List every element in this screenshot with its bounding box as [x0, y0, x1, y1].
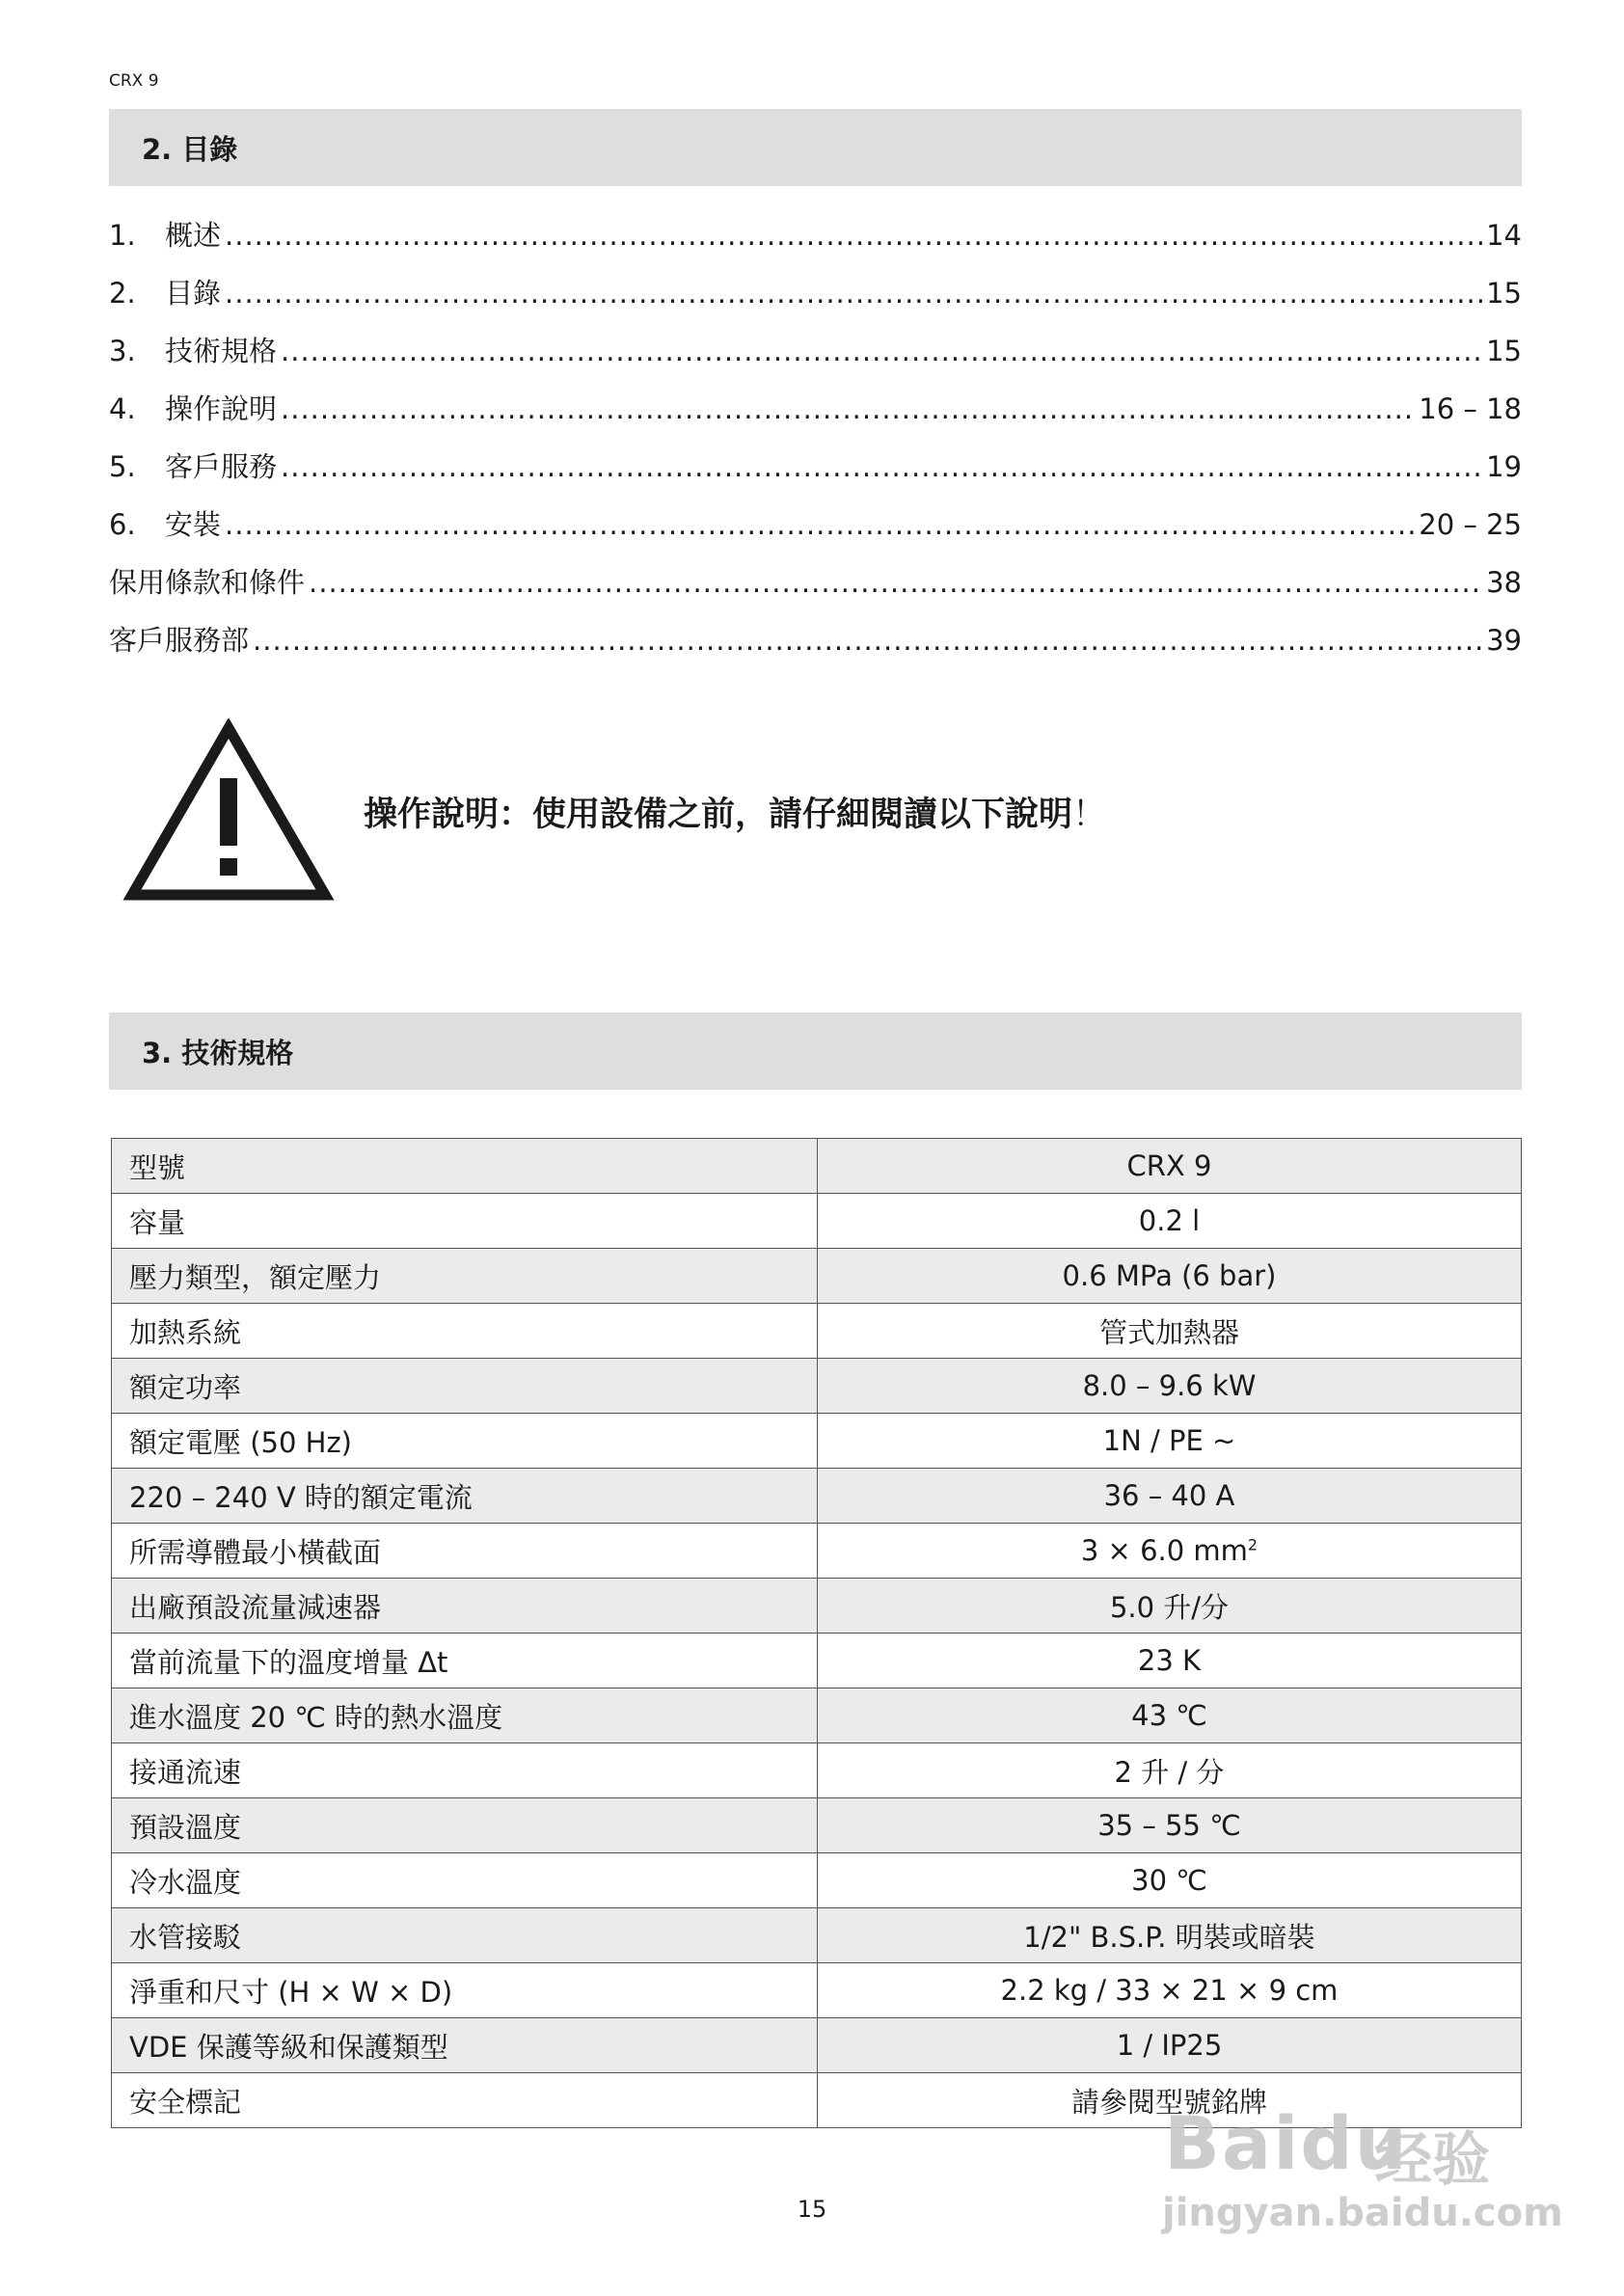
warning-triangle-icon: [122, 718, 335, 902]
spec-row: [112, 1853, 1522, 1908]
spec-value-text: 1/2" B.S.P. 明裝或暗裝: [1023, 1920, 1315, 1954]
toc-page: 14: [1486, 219, 1522, 252]
toc-entry[interactable]: [109, 330, 1522, 388]
spec-label: 出廠預設流量減速器: [112, 1579, 818, 1634]
spec-value: [818, 1579, 1522, 1634]
spec-label: 所需導體最小橫截面: [112, 1524, 818, 1579]
warning-exclamation: ！: [1072, 796, 1107, 834]
spec-label: 安全標記: [112, 2073, 818, 2128]
toc-title: 概述: [165, 219, 222, 252]
specs-title: 3. 技術規格: [142, 1036, 294, 1069]
spec-label: 加熱系統: [112, 1304, 818, 1359]
spec-label: 進水溫度 20 ℃ 時的熱水溫度: [112, 1688, 818, 1743]
spec-row: [112, 1359, 1522, 1414]
spec-value: [818, 1359, 1522, 1414]
toc-title: 客戶服務: [165, 450, 278, 483]
spec-label: 型號: [112, 1139, 818, 1194]
spec-value-text: 23 K: [1137, 1644, 1202, 1677]
spec-value-text: 0.6 MPa (6 bar): [1062, 1259, 1277, 1292]
warning-message: 操作說明：使用設備之前，請仔細閱讀以下說明: [364, 796, 1073, 834]
spec-value: [818, 1139, 1522, 1194]
spec-value: [818, 1414, 1522, 1469]
spec-row: [112, 1579, 1522, 1634]
spec-row: [112, 1249, 1522, 1304]
toc-title: 安裝: [165, 508, 222, 541]
spec-value-text: 36 – 40 A: [1103, 1479, 1235, 1512]
toc-number: 2.: [109, 277, 136, 310]
spec-label: VDE 保護等級和保護類型: [112, 2018, 818, 2073]
toc-page: 15: [1486, 335, 1522, 367]
toc-number: 3.: [109, 335, 136, 367]
toc-title: 客戶服務部: [109, 624, 250, 657]
spec-row: [112, 1634, 1522, 1688]
baidu-watermark: [1152, 2064, 1563, 2256]
spec-row: [112, 1194, 1522, 1249]
spec-label: 額定電壓 (50 Hz): [112, 1414, 818, 1469]
spec-row: [112, 1139, 1522, 1194]
spec-value-text: 0.2 l: [1138, 1204, 1201, 1237]
spec-value-text: 5.0 升/分: [1109, 1590, 1230, 1624]
spec-label: 預設溫度: [112, 1798, 818, 1853]
toc-entry[interactable]: [109, 446, 1522, 503]
spec-row: [112, 1469, 1522, 1524]
spec-value: [818, 1194, 1522, 1249]
spec-value-text: 2.2 kg / 33 × 21 × 9 cm: [1000, 1974, 1339, 2007]
spec-value-text: 2 升 / 分: [1114, 1755, 1225, 1789]
spec-value-text: 35 – 55 ℃: [1097, 1809, 1241, 1842]
toc-number: 5.: [109, 450, 136, 483]
toc-entry[interactable]: [109, 503, 1522, 561]
toc-entry[interactable]: [109, 619, 1522, 677]
spec-label: 水管接駁: [112, 1908, 818, 1963]
spec-row: [112, 1304, 1522, 1359]
spec-label: 接通流速: [112, 1743, 818, 1798]
toc-leader-dots: [225, 508, 1415, 541]
spec-row: [112, 1963, 1522, 2018]
spec-value: [818, 1249, 1522, 1304]
warning-text: [364, 788, 1106, 836]
spec-value-text: 管式加熱器: [1098, 1315, 1239, 1349]
toc-page: 19: [1486, 450, 1522, 483]
spec-label: 淨重和尺寸 (H × W × D): [112, 1963, 818, 2018]
spec-label: 220 – 240 V 時的額定電流: [112, 1469, 818, 1524]
spec-label: 容量: [112, 1194, 818, 1249]
contents-section-header: [109, 109, 1522, 186]
spec-value: [818, 1688, 1522, 1743]
spec-row: [112, 1524, 1522, 1579]
spec-value: [818, 1469, 1522, 1524]
toc-entry[interactable]: [109, 214, 1522, 272]
spec-value: [818, 1798, 1522, 1853]
spec-value: [818, 1743, 1522, 1798]
spec-value: [818, 1908, 1522, 1963]
table-of-contents: [109, 214, 1522, 677]
toc-title: 保用條款和條件: [109, 566, 306, 599]
toc-leader-dots: [281, 450, 1482, 483]
spec-label: 冷水溫度: [112, 1853, 818, 1908]
spec-table: [111, 1138, 1522, 2128]
spec-value-text: 請參閱型號銘牌: [1070, 2085, 1267, 2119]
toc-number: 1.: [109, 219, 136, 252]
toc-title: 目錄: [165, 277, 222, 310]
spec-value-text: 8.0 – 9.6 kW: [1082, 1369, 1257, 1402]
spec-row: [112, 1798, 1522, 1853]
spec-value: [818, 1963, 1522, 2018]
spec-value-text: 1N / PE ~: [1102, 1424, 1236, 1457]
toc-leader-dots: [253, 624, 1482, 657]
toc-number: 6.: [109, 508, 136, 541]
model-tag: CRX 9: [109, 71, 159, 91]
toc-leader-dots: [225, 219, 1482, 252]
spec-value: [818, 1634, 1522, 1688]
watermark-brand: Baidu: [1164, 2100, 1409, 2186]
toc-page: 38: [1486, 566, 1522, 599]
spec-value: [818, 1304, 1522, 1359]
spec-label: 當前流量下的溫度增量 Δt: [112, 1634, 818, 1688]
toc-entry[interactable]: [109, 388, 1522, 446]
spec-label: 額定功率: [112, 1359, 818, 1414]
spec-row: [112, 1414, 1522, 1469]
toc-leader-dots: [281, 335, 1482, 367]
spec-value-superscript: 2: [1247, 1535, 1259, 1554]
spec-value-text: 43 ℃: [1131, 1699, 1207, 1732]
spec-value-text: CRX 9: [1126, 1149, 1212, 1182]
toc-number: 4.: [109, 392, 136, 425]
toc-title: 技術規格: [165, 335, 278, 367]
spec-value-text: 3 × 6.0 mm: [1080, 1534, 1248, 1567]
toc-page: 39: [1486, 624, 1522, 657]
toc-title: 操作說明: [165, 392, 278, 425]
toc-leader-dots: [281, 392, 1415, 425]
specs-section-header: [109, 1013, 1522, 1090]
watermark-jingyan: 经验: [1374, 2126, 1490, 2194]
toc-page: 20 – 25: [1419, 508, 1522, 541]
spec-row: [112, 1743, 1522, 1798]
spec-value-text: 30 ℃: [1131, 1864, 1207, 1897]
toc-page: 16 – 18: [1419, 392, 1522, 425]
spec-row: [112, 1688, 1522, 1743]
spec-value: [818, 1524, 1522, 1579]
toc-entry[interactable]: [109, 561, 1522, 619]
spec-row: [112, 1908, 1522, 1963]
toc-entry[interactable]: [109, 272, 1522, 330]
watermark-url: jingyan.baidu.com: [1162, 2191, 1563, 2235]
spec-value: [818, 1853, 1522, 1908]
contents-title: 2. 目錄: [142, 132, 238, 166]
toc-leader-dots: [225, 277, 1482, 310]
toc-page: 15: [1486, 277, 1522, 310]
toc-leader-dots: [309, 566, 1482, 599]
spec-value-text: 1 / IP25: [1116, 2029, 1223, 2062]
warning-notice: [122, 718, 1521, 902]
spec-label: 壓力類型，額定壓力: [112, 1249, 818, 1304]
page-number: 15: [797, 2196, 827, 2223]
